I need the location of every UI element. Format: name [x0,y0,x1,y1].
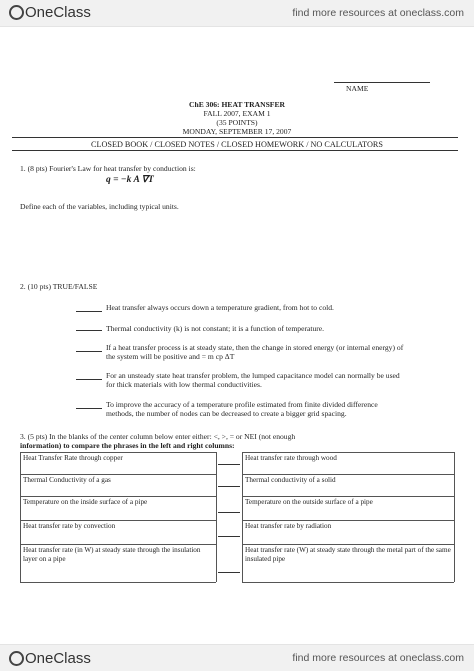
compare-right-cell: Heat transfer rate (W) at steady state through the metal part of the same insulated pipe [245,546,451,563]
q1-prompt: 1. (8 pts) Fourier's Law for heat transfer by conduction is: [20,164,196,173]
tf-answer-blank-2[interactable] [76,330,102,331]
compare-answer-blank-2[interactable] [218,486,240,487]
logo-text: OneClass [25,4,91,21]
top-banner [0,0,474,27]
name-blank-line [334,82,430,83]
q3-prompt-line-1: 3. (5 pts) In the blanks of the center column below enter either: <, >, = or NEI (not enough [20,432,296,441]
tf-statement: To improve the accuracy of a temperature profile estimated from finite divided difference methods, the number of nodes can be decreased to create a bigger grid spacing. [106,400,378,418]
course-title: ChE 306: HEAT TRANSFER [189,100,285,109]
compare-right-cell: Temperature on the outside surface of a pipe [245,498,373,506]
tf-statement: For an unsteady state heat transfer problem, the lumped capacitance model can normally be used for thick materials with low thermal conductivities. [106,371,400,389]
table-rule [20,582,216,583]
q1-instruction: Define each of the variables, including typical units. [20,202,179,211]
oneclass-logo-icon [9,5,24,20]
exam-date: MONDAY, SEPTEMBER 17, 2007 [182,127,292,136]
tf-statement: Thermal conductivity (k) is not constant; it is a function of temperature. [106,324,325,333]
q3-prompt-line-2: information) to compare the phrases in the left and right columns: [20,441,235,450]
oneclass-logo[interactable] [9,4,91,21]
compare-answer-blank-4[interactable] [218,536,240,537]
q3-prompt [20,432,460,450]
compare-answer-blank-5[interactable] [218,572,240,573]
resources-link[interactable]: find more resources at oneclass.com [292,7,464,19]
tf-statement: Heat transfer always occurs down a temperature gradient, from hot to cold. [106,303,334,312]
compare-answer-blank-1[interactable] [218,464,240,465]
q2-prompt: 2. (10 pts) TRUE/FALSE [20,282,98,291]
compare-answer-blank-3[interactable] [218,512,240,513]
rules-top-rule [12,137,458,138]
oneclass-logo[interactable] [9,650,91,667]
compare-left-cell: Heat transfer rate (in W) at steady state through the insulation layer on a pipe [23,546,201,563]
tf-statement: If a heat transfer process is at steady state, then the change in stored energy (or internal energy) of the system will be positive and = m cp ΔT [106,343,404,361]
tf-answer-blank-3[interactable] [76,351,102,352]
compare-right-cell: Heat transfer rate through wood [245,454,337,462]
oneclass-logo-icon [9,651,24,666]
compare-left-cell: Heat Transfer Rate through copper [23,454,123,462]
compare-left-cell: Heat transfer rate by convection [23,522,116,530]
table-rule [242,582,454,583]
compare-right-cell: Heat transfer rate by radiation [245,522,332,530]
exam-term: FALL 2007, EXAM 1 [203,109,271,118]
table-rule [454,452,455,582]
bottom-banner [0,644,474,671]
compare-right-cell: Thermal conductivity of a solid [245,476,336,484]
logo-text: OneClass [25,650,91,667]
tf-answer-blank-1[interactable] [76,311,102,312]
table-rule [216,452,217,582]
exam-rules: CLOSED BOOK / CLOSED NOTES / CLOSED HOMEWORK / NO CALCULATORS [91,140,383,149]
resources-link[interactable]: find more resources at oneclass.com [292,652,464,664]
compare-left-cell: Temperature on the inside surface of a pipe [23,498,148,506]
compare-left-cell: Thermal Conductivity of a gas [23,476,111,484]
name-label: NAME [346,84,369,93]
exam-points: (35 POINTS) [216,118,258,127]
q1-equation: q = −k A ∇T [106,175,154,185]
tf-answer-blank-5[interactable] [76,408,102,409]
exam-document [0,26,474,644]
tf-answer-blank-4[interactable] [76,379,102,380]
rules-bottom-rule [12,150,458,151]
